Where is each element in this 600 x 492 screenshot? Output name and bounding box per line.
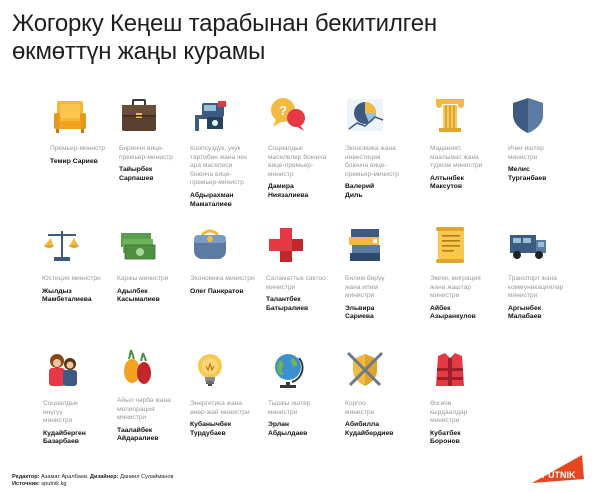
card-role: Билим берүү жана илим министри	[345, 275, 385, 300]
card-name: Тайырбек Сарпашев	[119, 166, 154, 182]
card-name: Абибилла Кудайбердиев	[345, 421, 394, 437]
card-name: Айбек Азыранкулов	[430, 304, 476, 321]
card-deputy-security	[190, 95, 274, 209]
wallet-icon	[190, 225, 230, 265]
card-transport	[508, 225, 592, 322]
card-role: Премьер-министр	[50, 145, 106, 152]
card-role: Социалдык өнүгүү министри	[43, 400, 78, 425]
card-role: Ички иштер министри	[508, 145, 544, 161]
card-finance	[117, 225, 201, 305]
card-defense	[345, 350, 429, 438]
sputnik-logo	[522, 451, 592, 487]
card-role: Социалдык маселелер боюнча вице-премьер- министр	[268, 145, 327, 178]
designer-value: Даниил Сулайманов	[120, 474, 174, 480]
speech-bubbles-icon	[268, 95, 308, 135]
family-icon	[43, 350, 83, 390]
card-name: Дамира Ниязалиева	[268, 183, 309, 199]
card-role: Эмгек, миграция жана жаштар министри	[430, 275, 481, 300]
designer-label: Дизайнер:	[90, 474, 121, 480]
card-role: Биринчи вице- премьер-министр	[119, 145, 173, 161]
life-vest-icon	[430, 350, 470, 390]
card-name: Талантбек Батыралиев	[266, 296, 309, 312]
card-foreign-affairs	[268, 350, 352, 438]
card-role: Коопсуздук, укук тартибин жана чек ара маселеси боюнча вице- премьер-министр	[190, 145, 247, 187]
armchair-icon	[50, 95, 90, 135]
scales-icon	[42, 225, 82, 265]
card-role: Маданият, маалымат жана туризм министри	[430, 145, 483, 170]
shield-swords-icon	[345, 350, 385, 390]
red-cross-icon	[266, 225, 306, 265]
card-name: Кубанычбек Турдубаев	[190, 421, 232, 437]
card-name: Эрлан Абдылдаев	[268, 421, 308, 437]
money-stack-icon	[117, 225, 157, 265]
card-name: Абдырахман Маматалиев	[190, 191, 234, 208]
card-emergency	[430, 350, 514, 447]
card-agriculture	[117, 347, 201, 444]
card-justice	[42, 225, 126, 305]
source-label: Источник:	[12, 481, 42, 487]
card-name: Мелис Турганбаев	[508, 166, 547, 182]
svg-text:?: ?	[279, 103, 287, 118]
source-value: sputnik.kg	[41, 481, 67, 487]
card-education	[345, 225, 429, 322]
card-name: Темир Сариев	[50, 157, 98, 165]
card-role: Саламаттык сактоо министри	[266, 275, 326, 291]
page-title: Жогорку Кеңеш тарабынан бекитилген өкмөттүн жаңы курамы	[12, 10, 437, 65]
card-health	[266, 225, 350, 313]
card-energy	[190, 350, 274, 438]
editor-label: Редактор:	[12, 474, 42, 480]
card-name: Валерий Диль	[345, 183, 375, 199]
card-role: Каржы министри	[117, 275, 169, 282]
card-role: Экономика министри	[190, 275, 255, 282]
card-role: Юстиция министри	[42, 275, 101, 282]
card-role: Коргоо министри	[345, 400, 375, 416]
editor-value: Азамат Аралбаев.	[41, 474, 91, 480]
card-role: Экономика жана инвестиция боюнча вице- премьер-министр	[345, 145, 399, 178]
card-economy	[190, 225, 274, 296]
card-interior	[508, 95, 592, 183]
surveillance-camera-icon	[190, 95, 230, 135]
card-name: Эльвира Сариева	[345, 304, 375, 321]
card-name: Алтынбек Максутов	[430, 174, 464, 191]
card-name: Таалайбек Айдаралиев	[117, 426, 159, 443]
pie-chart-icon	[345, 95, 385, 135]
card-labor	[430, 225, 514, 322]
truck-icon	[508, 225, 548, 265]
light-bulb-icon	[190, 350, 230, 390]
card-social-development	[43, 350, 127, 447]
card-role: Транспорт жана коммуникациялар министри	[508, 275, 564, 300]
card-name: Кудайберген Базарбаев	[43, 429, 86, 446]
card-role: Энергетика жана өнөр-жай министри	[190, 400, 250, 416]
column-icon	[430, 95, 470, 135]
credits	[12, 474, 173, 488]
sputnik-logo-text: SPUTNIK	[536, 470, 576, 480]
scroll-document-icon	[430, 225, 470, 265]
card-role: Өзгөчө кырдаалдар министри	[430, 400, 468, 425]
card-deputy-social	[268, 95, 352, 201]
shield-icon	[508, 95, 548, 135]
briefcase-icon	[119, 95, 159, 135]
globe-icon	[268, 350, 308, 390]
card-name: Олег Панкратов	[190, 287, 244, 295]
books-icon	[345, 225, 385, 265]
card-role: Тышкы иштер министри	[268, 400, 311, 416]
vegetables-icon	[117, 347, 157, 387]
card-culture	[430, 95, 514, 192]
card-name: Аргынбек Малабаев	[508, 304, 542, 321]
card-name: Адылбек Касымалиев	[117, 287, 160, 304]
card-name: Жылдыз Мамбеталиева	[42, 287, 92, 304]
card-deputy-economy	[345, 95, 429, 201]
card-role: Айыл чарба жана мелиорация министри	[117, 397, 171, 422]
card-name: Кубатбек Боронов	[430, 429, 461, 446]
credits-line-source	[12, 481, 173, 488]
credits-line-editor	[12, 474, 173, 481]
